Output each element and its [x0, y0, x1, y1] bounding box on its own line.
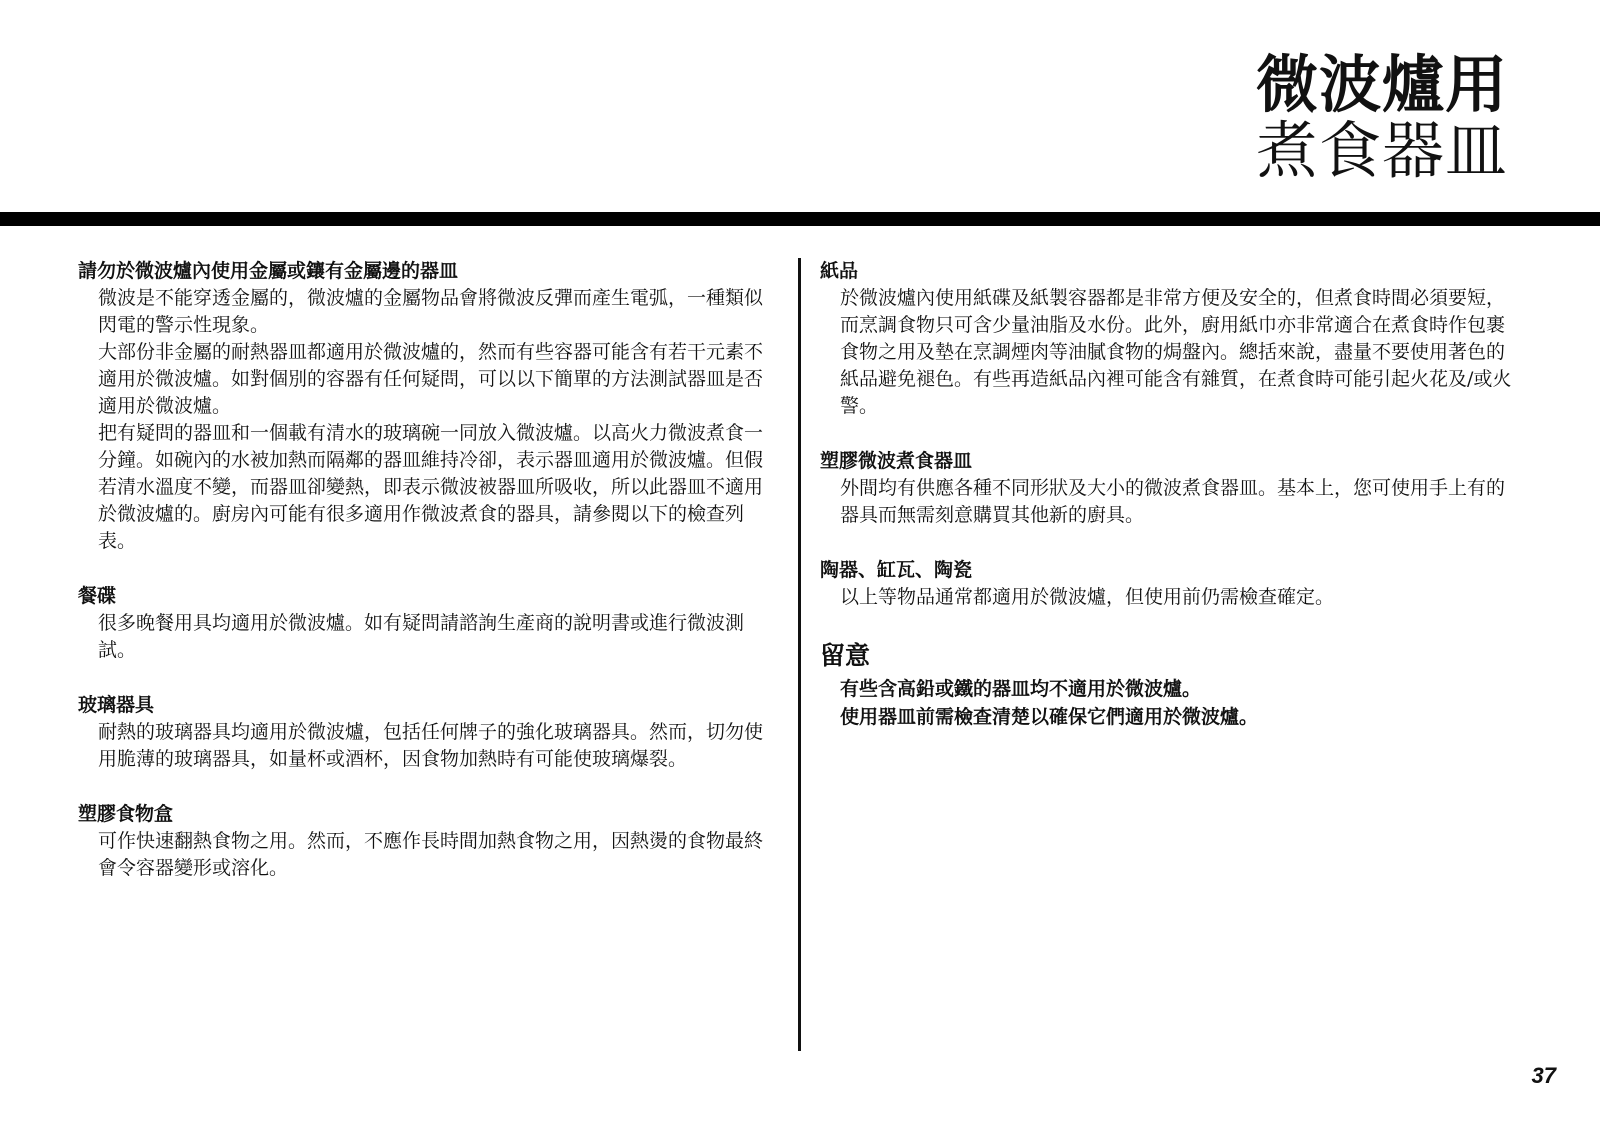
header-rule [0, 212, 1600, 226]
section-metal-warning [78, 258, 768, 555]
section-paragraph: 耐熱的玻璃器具均適用於微波爐，包括任何牌子的強化玻璃器具。然而，切勿使用脆薄的玻璃器具，如量杯或酒杯，因食物加熱時有可能使玻璃爆裂。 [98, 721, 764, 770]
section-paper [820, 258, 1514, 420]
right-column [820, 258, 1514, 759]
section-plastic-storage [78, 801, 768, 882]
section-paragraph: 很多晚餐用具均適用於微波爐。如有疑問請諮詢生產商的說明書或進行微波測試。 [98, 612, 745, 661]
section-heading: 塑膠食物盒 [78, 803, 174, 825]
section-glassware [78, 692, 768, 773]
section-paragraph: 於微波爐內使用紙碟及紙製容器都是非常方便及安全的，但煮食時間必須要短，而烹調食物只可含少量油脂及水份。此外，廚用紙巾亦非常適合在煮食時作包裹食物之用及墊在烹調煙肉等油膩食物的焗盤內。總括來說，盡量不要使用著色的紙品避免褪色。有些再造紙品內裡可能含有雜質，在煮食時可能引起火花及/或火警。 [840, 287, 1512, 417]
section-paragraph: 以上等物品通常都適用於微波爐，但使用前仍需檢查確定。 [840, 586, 1335, 608]
section-heading: 塑膠微波煮食器皿 [820, 450, 973, 472]
page-number: 37 [1531, 1063, 1556, 1088]
notice-block [820, 639, 1514, 731]
section-paragraph: 外間均有供應各種不同形狀及大小的微波煮食器皿。基本上，您可使用手上有的器具而無需刻意購買其他新的廚具。 [840, 477, 1506, 526]
section-ceramics [820, 557, 1514, 611]
section-dinnerware [78, 583, 768, 664]
page-title-line-1: 微波爐用 [1255, 48, 1508, 121]
section-heading: 陶器、缸瓦、陶瓷 [820, 559, 973, 581]
page-title [1255, 48, 1508, 187]
column-divider [798, 258, 801, 1051]
notice-line: 使用器皿前需檢查清楚以確保它們適用於微波爐。 [840, 706, 1259, 728]
notice-heading: 留意 [820, 641, 871, 670]
section-heading: 紙品 [820, 260, 859, 282]
section-paragraph: 大部份非金屬的耐熱器皿都適用於微波爐的，然而有些容器可能含有若干元素不適用於微波爐。如對個別的容器有任何疑問，可以以下簡單的方法測試器皿是否適用於微波爐。 [98, 341, 764, 417]
section-heading: 請勿於微波爐內使用金屬或鑲有金屬邊的器皿 [78, 260, 459, 282]
left-column [78, 258, 768, 910]
section-plastic-cookware [820, 448, 1514, 529]
section-heading: 餐碟 [78, 585, 117, 607]
section-paragraph: 可作快速翻熱食物之用。然而，不應作長時間加熱食物之用，因熱燙的食物最終會令容器變形或溶化。 [98, 830, 764, 879]
notice-line: 有些含高鉛或鐵的器皿均不適用於微波爐。 [840, 678, 1202, 700]
section-paragraph: 微波是不能穿透金屬的，微波爐的金屬物品會將微波反彈而產生電弧，一種類似閃電的警示性現象。 [98, 287, 764, 336]
section-paragraph: 把有疑問的器皿和一個載有清水的玻璃碗一同放入微波爐。以高火力微波煮食一分鐘。如碗內的水被加熱而隔鄰的器皿維持冷卻，表示器皿適用於微波爐。但假若清水溫度不變，而器皿卻變熱，即表示微波被器皿所吸收，所以此器皿不適用於微波爐的。廚房內可能有很多適用作微波煮食的器具，請參閱以下的檢查列表。 [98, 422, 764, 552]
section-heading: 玻璃器具 [78, 694, 155, 716]
page-title-line-2: 煮食器皿 [1255, 114, 1508, 187]
